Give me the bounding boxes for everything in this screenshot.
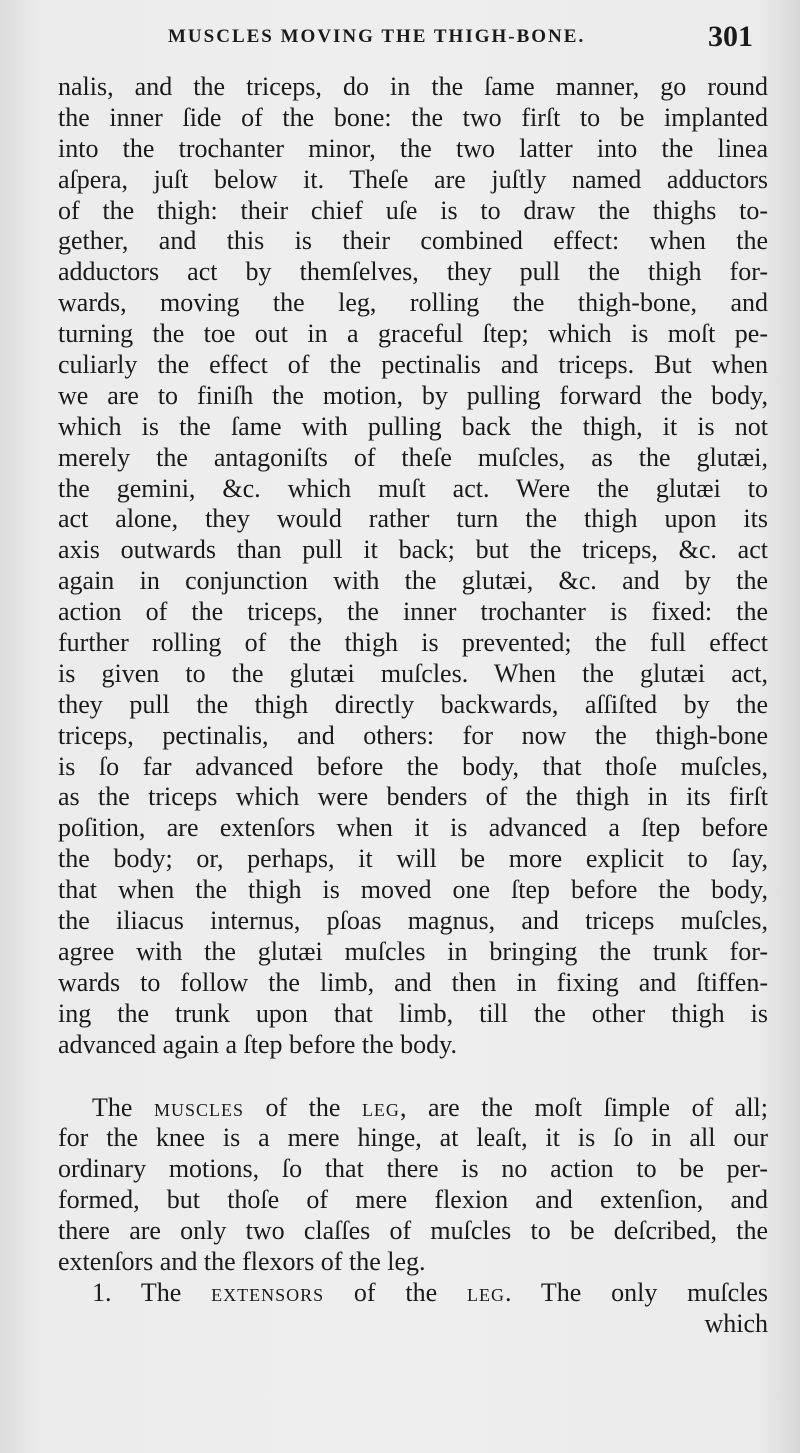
text-run: 1. The [92,1277,212,1307]
text-line: wards to follow the limb, and then in fixing and ſtiffen- [58,967,768,997]
page-number: 301 [708,20,753,53]
small-caps-run: leg [467,1277,505,1307]
text-line: wards, moving the leg, rolling the thigh-bone, and [58,288,768,318]
text-run: of the [324,1277,467,1307]
text-line: the inner ſide of the bone: the two firſt to be implanted [58,102,768,132]
text-line: nalis, and the triceps, do in the ſame manner, go round [58,72,768,101]
text-run: The [92,1092,154,1122]
text-line: that when the thigh is moved one ſtep before the body, [58,875,768,905]
text-line: turning the toe out in a graceful ſtep; which is moſt pe- [58,319,768,349]
text-run: . The only muſcles [505,1277,769,1307]
text-line: we are to finiſh the motion, by pulling forward the body, [58,380,768,410]
text-line: merely the antagoniſts of theſe muſcles, as the glutæi, [58,442,768,472]
text-line: as the triceps which were benders of the thigh in its firſt [58,782,768,812]
paragraph-gap [58,1061,768,1093]
text-line: further rolling of the thigh is prevented; the full effect [58,628,768,658]
small-caps-run: muscles [153,1092,244,1122]
text-line: the gemini, &c. which muſt act. Were the glutæi to [58,473,768,503]
text-line: adductors act by themſelves, they pull the thigh for- [58,257,768,287]
text-line: which is the ſame with pulling back the thigh, it is not [58,411,768,441]
catchword: which [704,1308,768,1338]
text-line: formed, but thoſe of mere flexion and extenſion, and [58,1185,768,1215]
text-line: ing the trunk upon that limb, till the other thigh is [58,998,768,1028]
text-line: culiarly the effect of the pectinalis and triceps. But when [58,350,768,380]
paragraph-2 [58,1093,768,1278]
paragraph-3 [58,1278,768,1340]
text-line: ordinary motions, ſo that there is no action to be per- [58,1154,768,1184]
text-line [58,1093,768,1124]
text-line: triceps, pectinalis, and others: for now the thigh-bone [58,720,768,750]
text-line: the iliacus internus, pſoas magnus, and triceps muſcles, [58,906,768,936]
text-line: poſition, are extenſors when it is advanced a ſtep before [58,813,768,843]
text-run: , are the moſt ſimple of all; [399,1092,768,1122]
text-line: axis outwards than pull it back; but the triceps, &c. act [58,535,768,565]
text-run: of the [243,1092,362,1122]
text-line: there are only two claſſes of muſcles to be deſcribed, the [58,1216,768,1246]
text-line: action of the triceps, the inner trochanter is fixed: the [58,597,768,627]
text-line: for the knee is a mere hinge, at leaſt, it is ſo in all our [58,1123,768,1153]
text-line: again in conjunction with the glutæi, &c. and by the [58,566,768,596]
text-line: is given to the glutæi muſcles. When the glutæi act, [58,658,768,688]
text-line: into the trochanter minor, the two latter into the linea [58,133,768,163]
text-line: the body; or, perhaps, it will be more explicit to ſay, [58,844,768,874]
small-caps-run: leg [361,1092,400,1122]
paragraph-1 [58,72,768,1061]
text-line: advanced again a ſtep before the body. [58,1029,457,1059]
text-line: is ſo far advanced before the body, that thoſe muſcles, [58,751,768,781]
text-line: agree with the glutæi muſcles in bringing the trunk for- [58,936,768,966]
text-line: they pull the thigh directly backwards, aſſiſted by the [58,689,768,719]
text-line: extenſors and the flexors of the leg. [58,1246,426,1276]
small-caps-run: extensors [211,1277,325,1307]
text-line [58,1278,768,1309]
text-line: act alone, they would rather turn the thigh upon its [58,504,768,534]
text-line: gether, and this is their combined effect: when the [58,226,768,256]
body-text [58,72,768,1340]
running-head: MUSCLES MOVING THE THIGH-BONE. [168,26,586,47]
text-line: of the thigh: their chief uſe is to draw the thighs to- [58,195,768,225]
text-line: aſpera, juſt below it. Theſe are juſtly named adductors [58,164,768,194]
